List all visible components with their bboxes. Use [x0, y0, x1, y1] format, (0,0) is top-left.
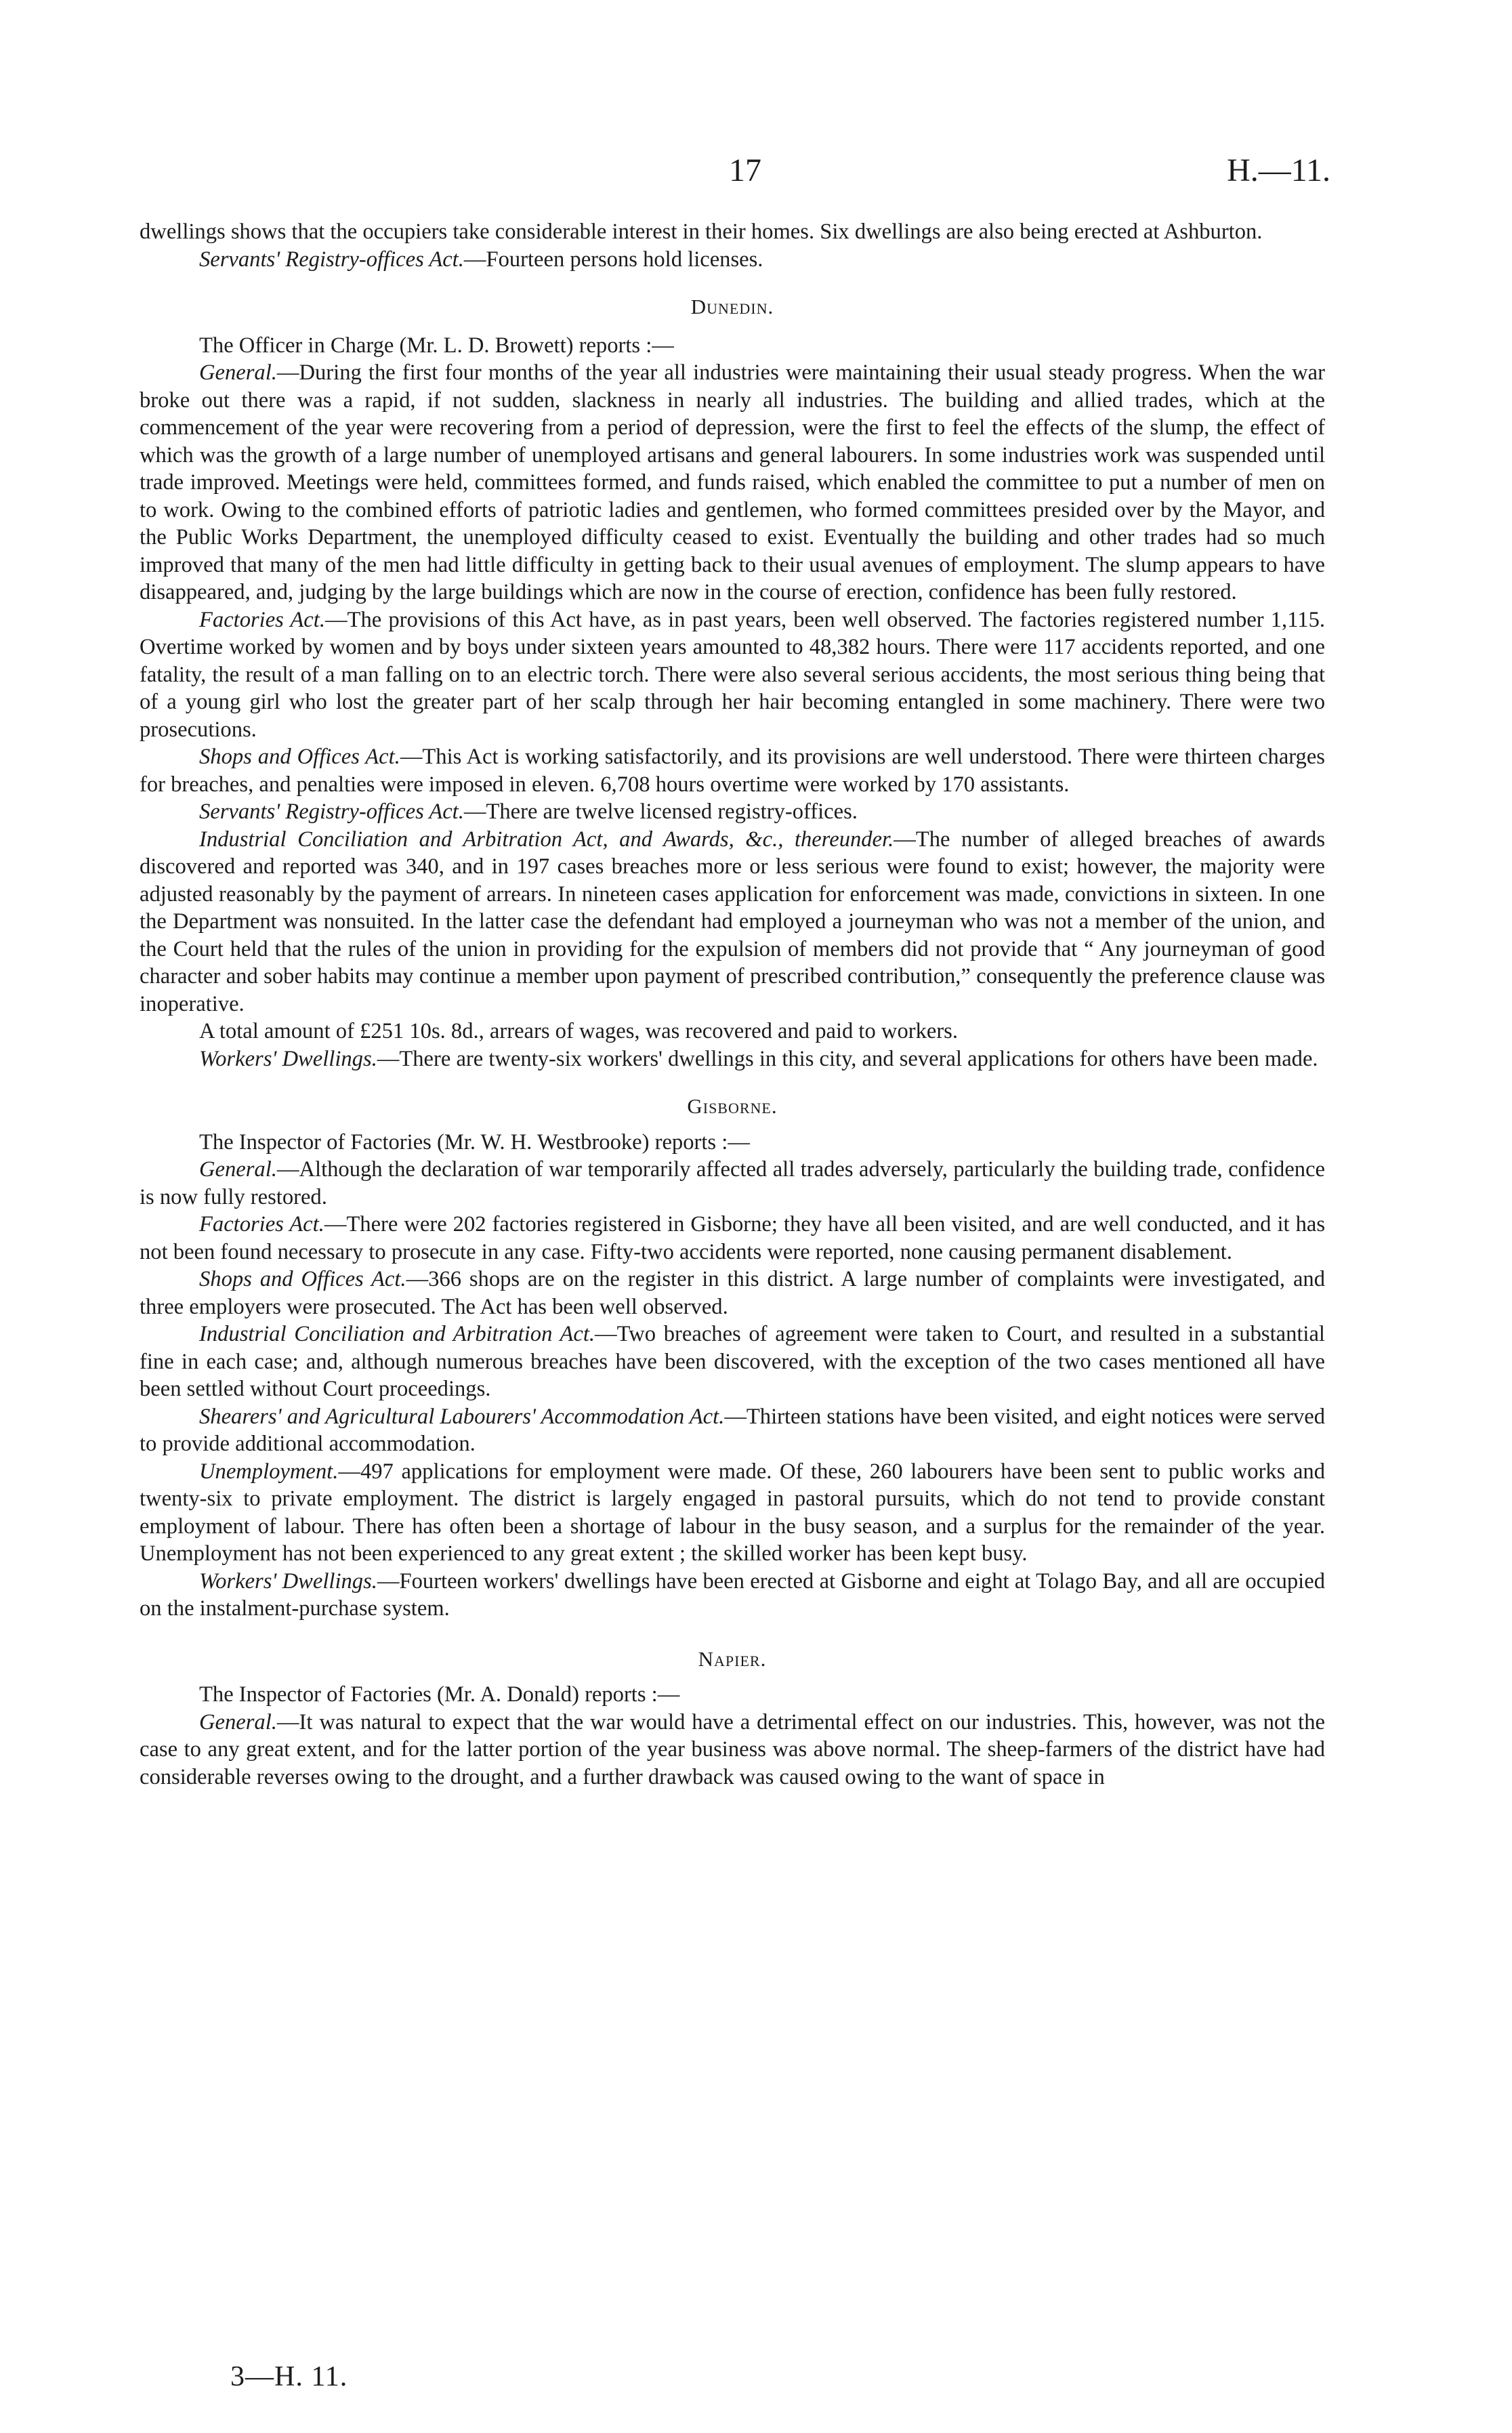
- section-lead: General.: [199, 1157, 277, 1182]
- gisborne-arbitration: [140, 1321, 1325, 1403]
- section-text: —Thirteen stations have been visited, and eight notices were served to provide additional accommodation.: [140, 1404, 1325, 1456]
- section-lead: Servants' Registry-offices Act.: [199, 247, 464, 272]
- signature-mark: 3—H. 11.: [230, 2361, 348, 2392]
- section-text: —There are twelve licensed registry-offices.: [463, 799, 858, 824]
- section-lead: Factories Act.: [199, 1212, 324, 1236]
- section-text: —Fourteen workers' dwellings have been erected at Gisborne and eight at Tolago Bay, and all are occupied on the instalment-purchase system.: [140, 1568, 1325, 1621]
- section-lead: Workers' Dwellings.: [199, 1568, 377, 1594]
- dunedin-dwellings: [140, 1045, 1325, 1073]
- intro-paragraph: dwellings shows that the occupiers take considerable interest in their homes. Six dwellings are also being erected at Ashburton.: [140, 220, 1263, 244]
- napier-reporter: The Inspector of Factories (Mr. A. Donald) reports :—: [199, 1682, 680, 1707]
- section-text: —Two breaches of agreement were taken to Court, and resulted in a substantial fine in each case; and, although numerous breaches have been discovered, with the exception of the two cases mentioned all have been settled without Court proceedings.: [140, 1322, 1325, 1401]
- section-text: —The provisions of this Act have, as in past years, been well observed. The factories registered number 1,115. Overtime worked by women and by boys under sixteen years amounted to 48,382 hours. There were 117 accidents reported, and one fatality, the result of a man falling on to an electric torch. There were also several serious accidents, the most serious thing being that of a young girl who lost the greater part of her scalp through her hair becoming entangled in some machinery. There were two prosecutions.: [140, 607, 1325, 742]
- section-lead: General.: [199, 1709, 277, 1734]
- gisborne-reporter: The Inspector of Factories (Mr. W. H. Westbrooke) reports :—: [199, 1129, 750, 1155]
- gisborne-general: [140, 1156, 1325, 1211]
- section-lead: Shops and Offices Act.: [199, 745, 400, 769]
- report-body: [140, 218, 1325, 1791]
- section-lead: Workers' Dwellings.: [199, 1046, 377, 1071]
- section-text: —Although the declaration of war temporarily affected all trades adversely, particularly the building trade, confidence is now fully restored.: [140, 1157, 1325, 1209]
- section-text: —366 shops are on the register in this district. A large number of complaints were investigated, and three employers were prosecuted. The Act has been well observed.: [140, 1267, 1325, 1319]
- section-text: —Fourteen persons hold licenses.: [463, 247, 763, 272]
- section-lead: Unemployment.: [199, 1459, 339, 1484]
- section-text: —This Act is working satisfactorily, and its provisions are well understood. There were thirteen charges for breaches, and penalties were imposed in eleven. 6,708 hours overtime were worked by 170 assistants.: [140, 745, 1325, 797]
- section-lead: Industrial Conciliation and Arbitration Act, and Awards, &c., thereunder.: [199, 827, 894, 852]
- napier-general: [140, 1709, 1325, 1791]
- section-lead: Servants' Registry-offices Act.: [199, 799, 464, 824]
- section-lead: Shearers' and Agricultural Labourers' Accommodation Act.: [199, 1404, 725, 1429]
- section-text: —It was natural to expect that the war would have a detrimental effect on our industries. This, however, was not the case to any great extent, and for the latter portion of the year business was above normal. The sheep-farmers of the district have had considerable reverses owing to the drought, and a further drawback was caused owing to the want of space in: [140, 1709, 1325, 1789]
- section-lead: General.: [199, 360, 277, 385]
- dunedin-servants: [140, 798, 1325, 826]
- section-lead: Factories Act.: [199, 607, 325, 632]
- page-number: 17: [729, 152, 761, 188]
- section-text: —497 applications for employment were made. Of these, 260 labourers have been sent to public works and twenty-six to private employment. The district is largely engaged in pastoral pursuits, which do not tend to provide constant employment of labour. There has often been a shortage of labour in the busy season, and a surplus for the remainder of the year. Unemployment has not been experienced to any great extent ; the skilled worker has been kept busy.: [140, 1459, 1325, 1566]
- section-text: —There are twenty-six workers' dwellings in this city, and several applications for others have been made.: [377, 1046, 1318, 1071]
- dunedin-factories: [140, 606, 1325, 744]
- section-lead: Shops and Offices Act.: [199, 1267, 406, 1291]
- gisborne-unemployment: [140, 1458, 1325, 1568]
- dunedin-shops: [140, 743, 1325, 798]
- dunedin-general: [140, 359, 1325, 606]
- dunedin-wages: A total amount of £251 10s. 8d., arrears of wages, was recovered and paid to workers.: [199, 1019, 958, 1043]
- gisborne-shearers: [140, 1403, 1325, 1458]
- section-text: —There were 202 factories registered in Gisborne; they have all been visited, and are well conducted, and it has not been found necessary to prosecute in any case. Fifty-two accidents were reported, none causing permanent disablement.: [140, 1212, 1325, 1264]
- section-lead: Industrial Conciliation and Arbitration Act.: [199, 1322, 595, 1346]
- napier-heading: Napier.: [698, 1646, 767, 1671]
- intro-servants-paragraph: [140, 246, 1325, 274]
- gisborne-shops: [140, 1266, 1325, 1321]
- gisborne-factories: [140, 1211, 1325, 1266]
- document-reference: H.—11.: [1227, 152, 1330, 188]
- dunedin-reporter: The Officer in Charge (Mr. L. D. Browett) reports :—: [199, 333, 674, 358]
- gisborne-heading: Gisborne.: [687, 1094, 778, 1118]
- dunedin-arbitration: [140, 826, 1325, 1018]
- section-text: —During the first four months of the year all industries were maintaining their usual steady progress. When the war broke out there was a rapid, if not sudden, slackness in nearly all industries. The building and allied trades, which at the commencement of the year were recovering from a period of depression, were the first to feel the effects of the slump, the effect of which was the growth of a large number of unemployed artisans and general labourers. In some industries work was suspended until trade improved. Meetings were held, committees formed, and funds raised, which enabled the committee to put a number of men on to work. Owing to the combined efforts of patriotic ladies and gentlemen, who formed committees presided over by the Mayor, and the Public Works Department, the unemployed difficulty ceased to exist. Eventually the building and other trades had so much improved that many of the men had little difficulty in getting back to their usual avenues of employment. The slump appears to have disappeared, and, judging by the large buildings which are now in the course of erection, confidence has been fully restored.: [140, 360, 1325, 604]
- section-text: —The number of alleged breaches of awards discovered and reported was 340, and in 197 cases breaches more or less serious were found to exist; however, the majority were adjusted reasonably by the payment of arrears. In nineteen cases application for enforcement was made, convictions in sixteen. In one the Department was nonsuited. In the latter case the defendant had employed a journeyman who was not a member of the union, and the Court held that the rules of the union in providing for the expulsion of members did not provide that “ Any journeyman of good character and sober habits may continue a member upon payment of prescribed contribution,” consequently the preference clause was inoperative.: [140, 827, 1325, 1016]
- gisborne-dwellings: [140, 1568, 1325, 1623]
- dunedin-heading: Dunedin.: [690, 295, 774, 318]
